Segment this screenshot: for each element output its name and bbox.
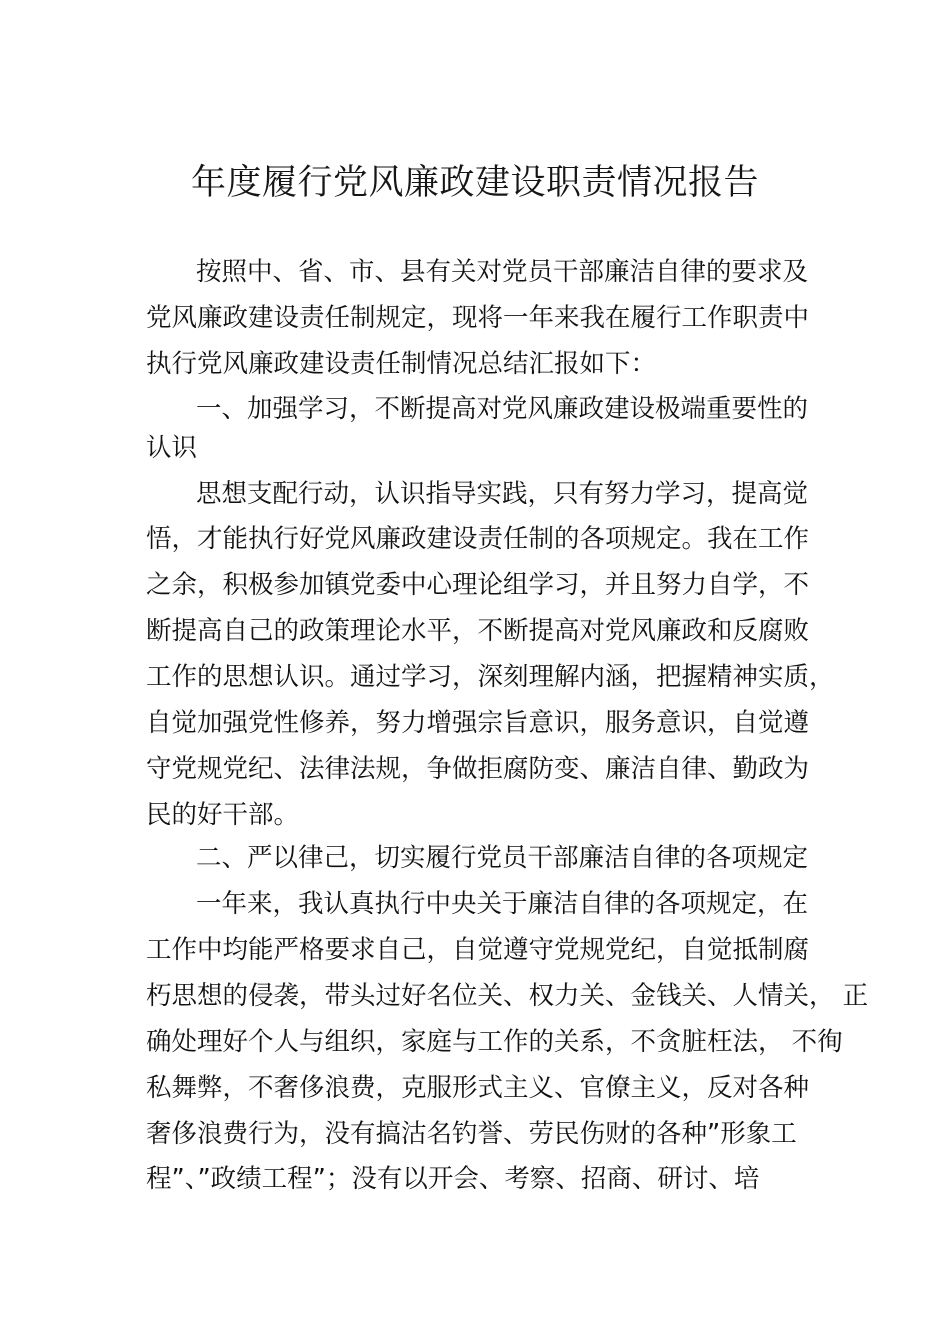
- paragraph-line: 断提高自己的政策理论水平，不断提高对党风廉政和反腐败: [146, 616, 810, 646]
- paragraph-line: 确处理好个人与组织，家庭与工作的关系，不贪脏枉法， 不徇: [146, 1027, 843, 1057]
- paragraph-line: 奢侈浪费行为，没有搞沽名钓誉、劳民伤财的各种”形象工: [146, 1119, 797, 1149]
- paragraph-line: 工作中均能严格要求自己，自觉遵守党规党纪，自觉抵制腐: [146, 935, 810, 965]
- section-heading-line: 二、严以律己，切实履行党员干部廉洁自律的各项规定: [196, 843, 809, 873]
- paragraph-line: 私舞弊，不奢侈浪费，克服形式主义、官僚主义，反对各种: [146, 1073, 810, 1103]
- paragraph-line: 朽思想的侵袭，带头过好名位关、权力关、金钱关、人情关， 正: [146, 981, 869, 1011]
- paragraph-line: 思想支配行动，认识指导实践，只有努力学习，提高觉: [196, 479, 809, 509]
- paragraph-line: 守党规党纪、法律法规，争做拒腐防变、廉洁自律、勤政为: [146, 754, 810, 784]
- paragraph-line: 党风廉政建设责任制规定，现将一年来我在履行工作职责中: [146, 303, 810, 333]
- paragraph-line: 一年来，我认真执行中央关于廉洁自律的各项规定，在: [196, 889, 809, 919]
- paragraph-line: 按照中、省、市、县有关对党员干部廉洁自律的要求及: [196, 257, 809, 287]
- document-title: 年度履行党风廉政建设职责情况报告: [190, 163, 759, 203]
- section-heading-line: 认识: [146, 433, 198, 463]
- paragraph-line: 工作的思想认识。通过学习，深刻理解内涵，把握精神实质，: [146, 662, 835, 692]
- paragraph-line: 悟，才能执行好党风廉政建设责任制的各项规定。我在工作: [146, 524, 810, 554]
- paragraph-line: 自觉加强党性修养，努力增强宗旨意识，服务意识，自觉遵: [146, 708, 810, 738]
- section-heading-line: 一、加强学习，不断提高对党风廉政建设极端重要性的: [196, 394, 809, 424]
- paragraph-line: 之余，积极参加镇党委中心理论组学习，并且努力自学，不: [146, 570, 810, 600]
- paragraph-line: 执行党风廉政建设责任制情况总结汇报如下：: [146, 349, 657, 379]
- paragraph-line: 民的好干部。: [146, 800, 300, 830]
- paragraph-line: 程”、”政绩工程”；没有以开会、考察、招商、研讨、培: [146, 1164, 760, 1194]
